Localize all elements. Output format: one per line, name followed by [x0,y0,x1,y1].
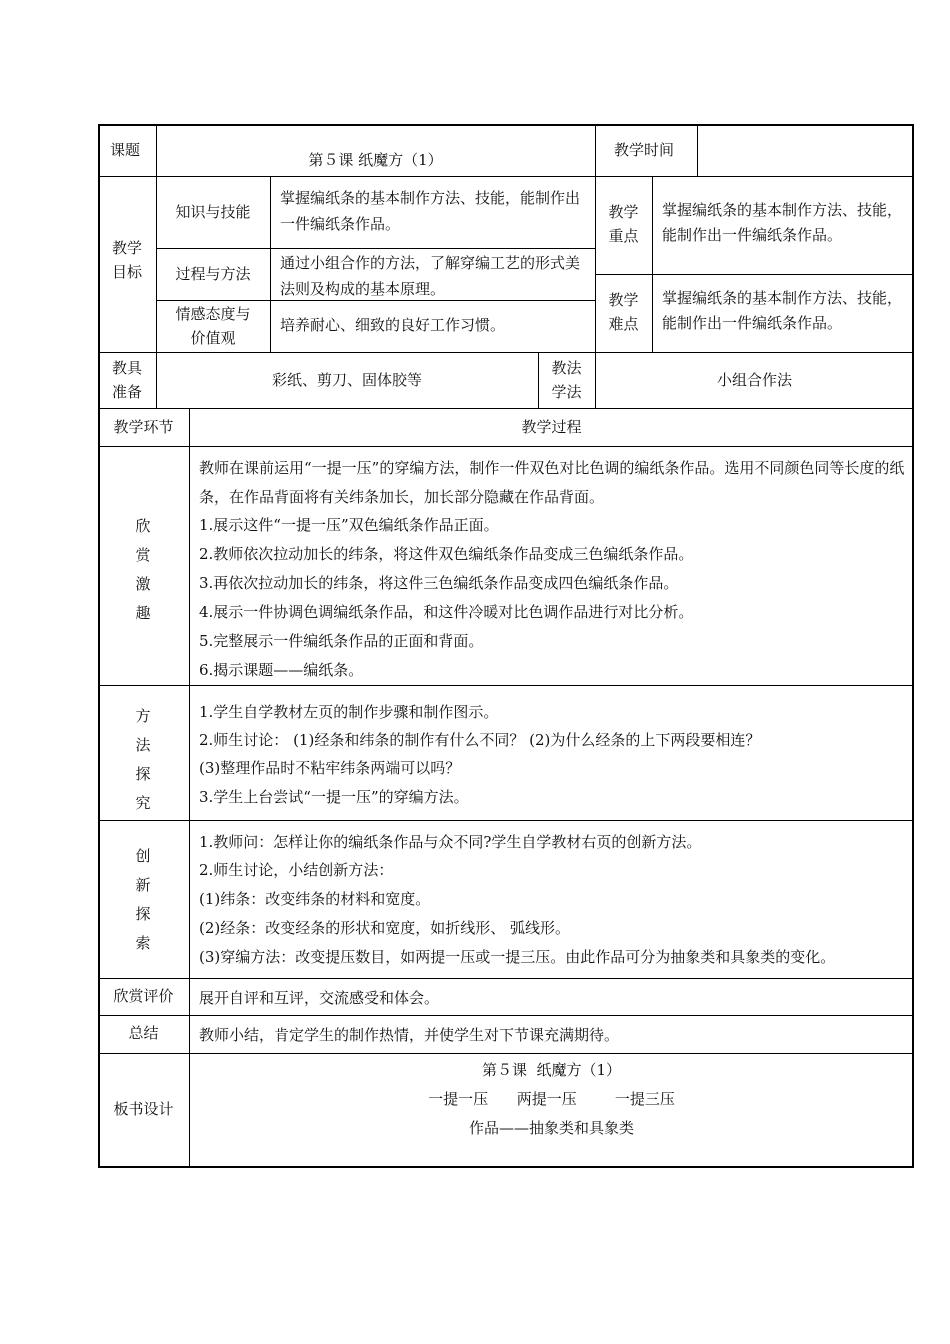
appreciate-step-1: 1.展示这件“一提一压”双色编纸条作品正面。 [199,516,499,534]
appreciate-step-3: 3.再依次拉动加长的纬条，将这件三色编纸条作品变成四色编纸条作品。 [199,574,679,592]
method-label-char2: 法 [135,736,151,754]
objective-attitude-text: 培养耐心、细致的良好工作习惯。 [280,316,506,334]
objective-process-name: 过程与方法 [175,265,251,283]
innovate-line-5: (3)穿编方法：改变提压数目，如两提一压或一提三压。由此作品可分为抽象类和具象类的变化。 [199,948,836,966]
method-label-char3: 探 [135,765,151,783]
innovate-label-char3: 探 [135,905,151,923]
teaching-method-label-line2: 学法 [551,383,582,401]
innovate-line-3: (1)纬条：改变纬条的材料和宽度。 [199,890,431,908]
teaching-time-label: 教学时间 [614,141,675,159]
objective-process-text: 通过小组合作的方法，了解穿编工艺的形式美法则及构成的基本原理。 [280,254,581,298]
appreciate-step-6: 6.揭示课题——编纸条。 [199,661,364,679]
method-step-3: 3.学生上台尝试“一提一压”的穿编方法。 [199,788,469,806]
topic-value: 第５课 纸魔方（1） [308,151,443,169]
board-design-label: 板书设计 [113,1100,174,1118]
topic-label: 课题 [110,141,141,159]
objectives-label-line1: 教学 [111,239,142,257]
summary-label: 总结 [128,1024,159,1042]
appreciate-label-char1: 欣 [135,517,151,535]
key-point-label-line1: 教学 [608,203,639,221]
key-point-label [595,200,652,248]
teaching-step-header: 教学环节 [113,418,174,436]
method-step-2b: (3)整理作品时不粘牢纬条两端可以吗？ [199,759,461,777]
appreciate-step-4: 4.展示一件协调色调编纸条作品，和这件冷暖对比色调作品进行对比分析。 [199,603,694,621]
tools-label-line1: 教具 [111,359,142,377]
innovate-line-4: (2)经条：改变经条的形状和宽度，如折线形、 弧线形。 [199,919,571,937]
objective-attitude-name-line1: 情感态度与 [175,305,251,323]
tools-label-line2: 准备 [111,383,142,401]
appreciate-label-char4: 趣 [135,604,151,622]
method-label-char1: 方 [135,707,151,725]
method-label-char4: 究 [135,794,151,812]
innovate-line-1: 1.教师问：怎样让你的编纸条作品与众不同?学生自学教材右页的创新方法。 [199,833,702,851]
appreciate-label-char2: 赏 [135,546,151,564]
board-design-line-2: 一提一压 两提一压 一提三压 [428,1090,675,1108]
tools-label [98,356,156,404]
innovate-label-char1: 创 [135,847,151,865]
method-label [131,702,155,818]
appreciate-step-5: 5.完整展示一件编纸条作品的正面和背面。 [199,632,484,650]
method-step-1: 1.学生自学教材左页的制作步骤和制作图示。 [199,703,499,721]
method-step-2: 2.师生讨论： (1)经条和纬条的制作有什么不同？ (2)为什么经条的上下两段要相连？ [199,731,761,749]
evaluate-text: 展开自评和互评，交流感受和体会。 [199,989,440,1007]
innovate-label-char4: 索 [135,934,151,952]
teaching-method-label [538,356,595,404]
innovate-line-2: 2.师生讨论，小结创新方法： [199,861,394,879]
teaching-method-label-line1: 教法 [551,359,582,377]
board-design-line-1: 第５课 纸魔方（1） [481,1061,622,1079]
appreciate-intro: 教师在课前运用“一提一压”的穿编方法，制作一件双色对比色调的编纸条作品。选用不同颜色同等长度的纸条，在作品背面将有关纬条加长，加长部分隐藏在作品背面。 [199,459,905,506]
difficult-point-label-line1: 教学 [608,291,639,309]
evaluate-label: 欣赏评价 [113,987,174,1005]
teaching-process-header: 教学过程 [521,418,582,436]
key-point-text: 掌握编纸条的基本制作方法、技能，能制作出一件编纸条作品。 [662,201,903,244]
appreciate-label [131,512,155,628]
difficult-point-label-line2: 难点 [608,315,639,333]
teaching-method-value: 小组合作法 [716,371,792,389]
objective-knowledge-text: 掌握编纸条的基本制作方法、技能，能制作出一件编纸条作品。 [280,189,581,233]
objectives-label [98,236,156,284]
board-design-line-3: 作品——抽象类和具象类 [468,1119,634,1137]
tools-value: 彩纸、剪刀、固体胶等 [271,371,422,389]
difficult-point-label [595,288,652,336]
objectives-label-line2: 目标 [111,263,142,281]
appreciate-step-2: 2.教师依次拉动加长的纬条，将这件双色编纸条作品变成三色编纸条作品。 [199,545,694,563]
objective-attitude-name [156,302,270,350]
key-point-label-line2: 重点 [608,227,639,245]
objective-knowledge-name: 知识与技能 [175,203,251,221]
difficult-point-text: 掌握编纸条的基本制作方法、技能，能制作出一件编纸条作品。 [662,289,903,332]
objective-attitude-name-line2: 价值观 [190,329,236,347]
innovate-label-char2: 新 [135,876,151,894]
summary-text: 教师小结，肯定学生的制作热情，并使学生对下节课充满期待。 [199,1026,620,1044]
innovate-label [131,842,155,958]
appreciate-label-char3: 激 [135,575,151,593]
